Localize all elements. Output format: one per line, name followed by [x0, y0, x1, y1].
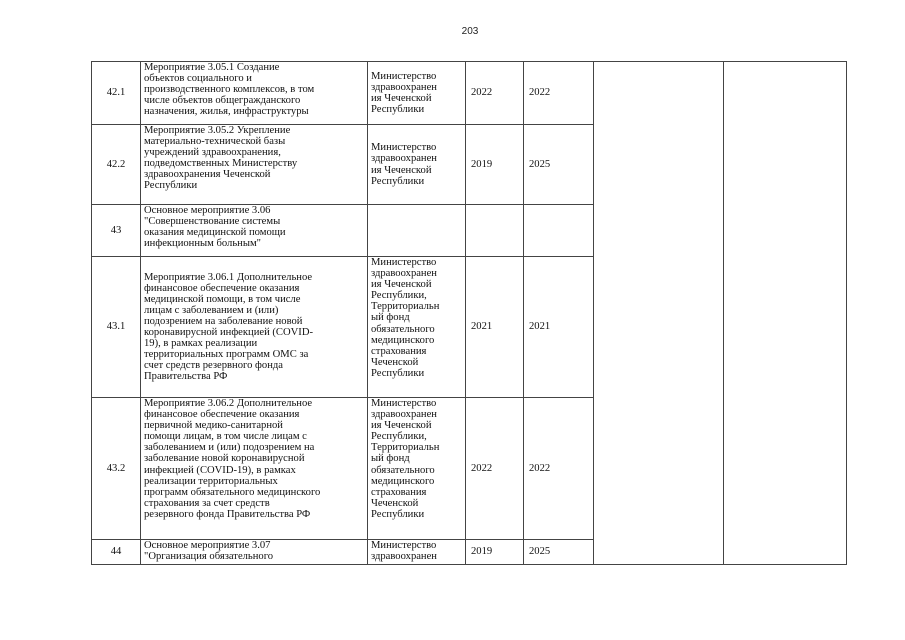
empty-column-b [724, 62, 847, 565]
executor: Министерство здравоохранен ия Чеченской Республики [368, 125, 466, 205]
executor: Министерство здравоохранен [368, 540, 466, 565]
executor: Министерство здравоохранен ия Чеченской Республики, Территориальн ый фонд обязательного медицинского страхования Чеченской Республики [368, 398, 466, 540]
row-number: 43.2 [92, 398, 141, 540]
empty-column-a [594, 62, 724, 565]
row-number: 43 [92, 205, 141, 257]
activity-name: Мероприятие 3.06.1 Дополнительное финансовое обеспечение оказания медицинской помощи, в том числе лицам с заболеванием и (или) подозрением на заболевание новой коронавирусной инфекцией (COVID- 19), в рамках реализации территориальных программ ОМС за счет средств резервного фонда Правительства РФ [141, 257, 368, 398]
row-number: 44 [92, 540, 141, 565]
end-year: 2021 [524, 257, 594, 398]
start-year [466, 205, 524, 257]
row-number: 42.2 [92, 125, 141, 205]
activity-name: Мероприятие 3.05.1 Создание объектов социального и производственного комплексов, в том числе объектов общегражданского назначения, жилья, инфраструктуры [141, 62, 368, 125]
start-year: 2019 [466, 540, 524, 565]
activity-name: Основное мероприятие 3.06 "Совершенствование системы оказания медицинской помощи инфекционным больным" [141, 205, 368, 257]
start-year: 2022 [466, 62, 524, 125]
page-number: 203 [461, 26, 479, 37]
row-number: 42.1 [92, 62, 141, 125]
program-activities-table [91, 61, 847, 565]
table-row [92, 62, 847, 125]
end-year: 2025 [524, 540, 594, 565]
start-year: 2022 [466, 398, 524, 540]
executor: Министерство здравоохранен ия Чеченской Республики [368, 62, 466, 125]
activity-name: Мероприятие 3.06.2 Дополнительное финансовое обеспечение оказания первичной медико-санитарной помощи лицам, в том числе лицам с заболеванием и (или) подозрением на заболевание новой коронавирусной инфекцией (COVID-19), в рамках реализации территориальных программ обязательного медицинского страхования за счет средств резервного фонда Правительства РФ [141, 398, 368, 540]
executor: Министерство здравоохранен ия Чеченской Республики, Территориальн ый фонд обязательного медицинского страхования Чеченской Республики [368, 257, 466, 398]
end-year: 2025 [524, 125, 594, 205]
executor [368, 205, 466, 257]
activity-name: Мероприятие 3.05.2 Укрепление материально-технической базы учреждений здравоохранения, подведомственных Министерству здравоохранения Чеченской Республики [141, 125, 368, 205]
end-year [524, 205, 594, 257]
row-number: 43.1 [92, 257, 141, 398]
start-year: 2021 [466, 257, 524, 398]
start-year: 2019 [466, 125, 524, 205]
end-year: 2022 [524, 62, 594, 125]
activity-name: Основное мероприятие 3.07 "Организация обязательного [141, 540, 368, 565]
end-year: 2022 [524, 398, 594, 540]
